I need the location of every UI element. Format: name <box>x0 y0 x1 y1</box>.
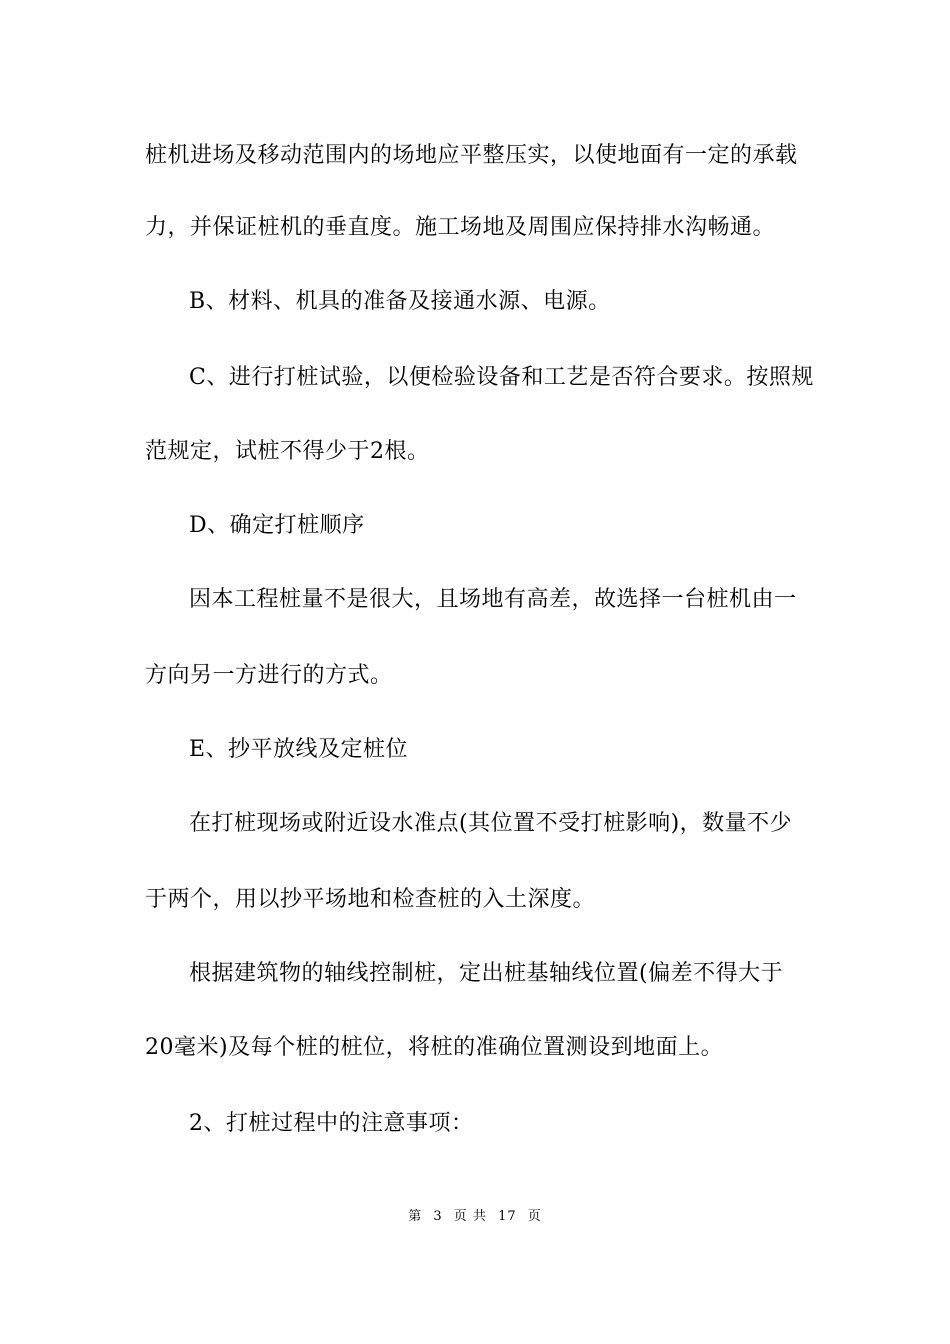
paragraph-line: 方向另一方进行的方式。 <box>145 663 393 688</box>
footer-suffix: 页 <box>527 1209 542 1224</box>
paragraph-line: 20毫米)及每个桩的桩位，将桩的准确位置测设到地面上。 <box>145 1035 724 1060</box>
paragraph-line: 根据建筑物的轴线控制桩，定出桩基轴线位置(偏差不得大于 <box>189 961 784 986</box>
paragraph-line: 力，并保证桩机的垂直度。施工场地及周围应保持排水沟畅通。 <box>145 215 776 240</box>
paragraph-line: 于两个，用以抄平场地和检查桩的入土深度。 <box>145 887 596 912</box>
paragraph-line: D、确定打桩顺序 <box>189 513 365 538</box>
paragraph-line: 2、打桩过程中的注意事项： <box>189 1111 474 1136</box>
footer-middle: 页 共 <box>453 1209 487 1224</box>
paragraph-line: 在打桩现场或附近设水准点(其位置不受打桩影响)，数量不少 <box>189 811 793 836</box>
page-footer <box>0 1208 950 1226</box>
footer-prefix: 第 <box>408 1209 423 1224</box>
paragraph-line: E、抄平放线及定桩位 <box>189 737 409 762</box>
paragraph-line: B、材料、机具的准备及接通水源、电源。 <box>189 289 611 314</box>
footer-page-number: 3 <box>433 1209 443 1224</box>
footer-total-pages: 17 <box>498 1209 517 1224</box>
paragraph-line: 桩机进场及移动范围内的场地应平整压实，以使地面有一定的承载 <box>145 143 798 168</box>
paragraph-line: 范规定，试桩不得少于2根。 <box>145 439 430 464</box>
paragraph-line: C、进行打桩试验，以便检验设备和工艺是否符合要求。按照规 <box>189 365 814 390</box>
paragraph-line: 因本工程桩量不是很大，且场地有高差，故选择一台桩机由一 <box>189 587 797 612</box>
